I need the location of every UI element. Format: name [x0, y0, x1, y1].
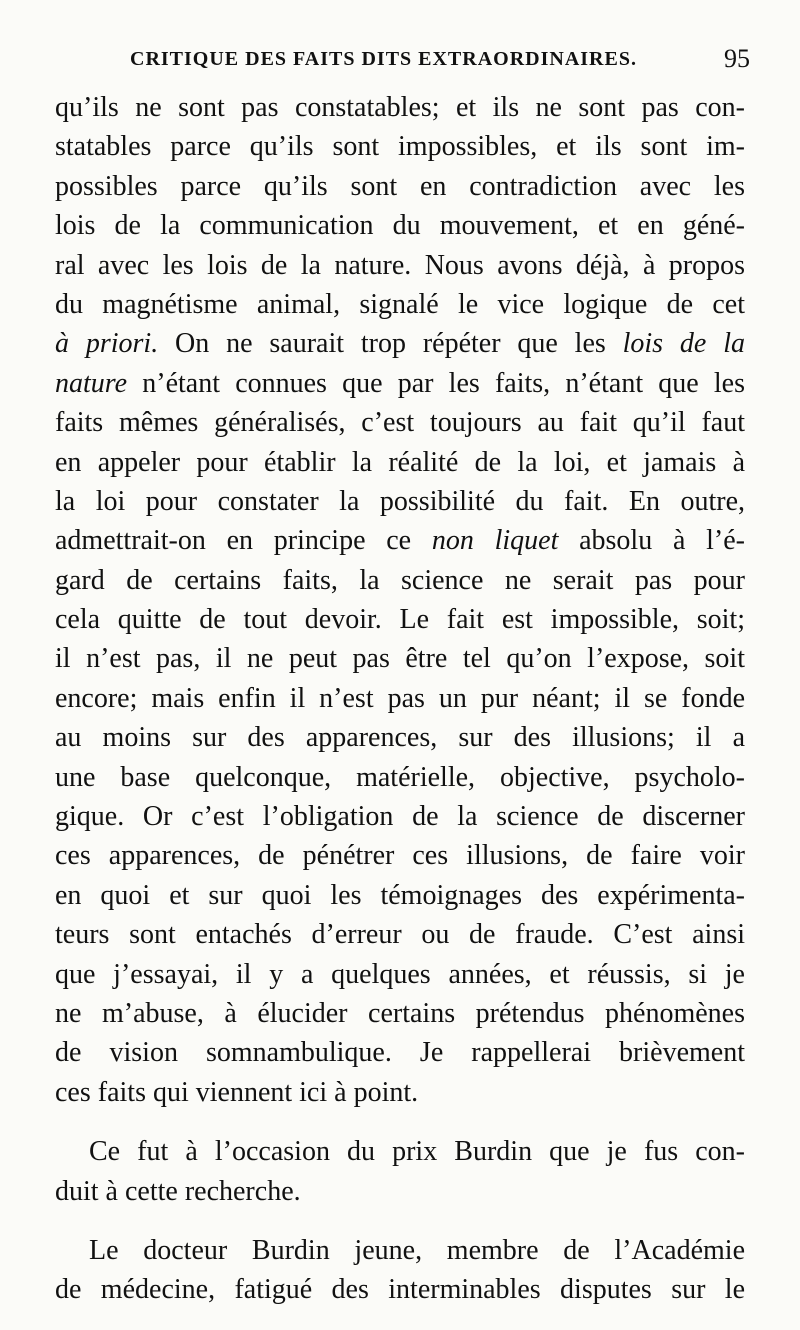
text-line: Le docteur Burdin jeune, membre de l’Académie: [89, 1234, 745, 1266]
text-line: ne m’abuse, à élucider certains prétendus phénomènes: [55, 997, 745, 1029]
text-line: de vision somnambulique. Je rappellerai brièvement: [55, 1037, 745, 1069]
italic-phrase: lois de la: [622, 328, 745, 360]
italic-phrase: nature: [55, 367, 128, 399]
text-line: il n’est pas, il ne peut pas être tel qu’on l’expose, soit: [55, 643, 745, 675]
text-line: ral avec les lois de la nature. Nous avons déjà, à propos: [55, 249, 745, 281]
text-line: la loi pour constater la possibilité du fait. En outre,: [55, 485, 745, 517]
text-line: ces apparences, de pénétrer ces illusions, de faire voir: [55, 840, 745, 872]
text-line: une base quelconque, matérielle, objective, psycholo-: [55, 761, 745, 793]
page-header: [130, 44, 750, 76]
text-line: ces faits qui viennent ici à point.: [55, 1076, 419, 1108]
paragraph-gap: [55, 1112, 745, 1132]
text-line: cela quitte de tout devoir. Le fait est impossible, soit;: [55, 604, 745, 636]
text-line: en quoi et sur quoi les témoignages des expérimenta-: [55, 879, 745, 911]
text-line: qu’ils ne sont pas constatables; et ils ne sont pas con-: [55, 92, 745, 123]
text-line: duit à cette recherche.: [55, 1175, 301, 1207]
running-title: CRITIQUE DES FAITS DITS EXTRAORDINAIRES.: [130, 48, 637, 70]
text-line: lois de la communication du mouvement, et en géné-: [55, 210, 745, 242]
text-line: au moins sur des apparences, sur des illusions; il a: [55, 722, 745, 754]
text-line: du magnétisme animal, signalé le vice logique de cet: [55, 288, 745, 320]
text-line: que j’essayai, il y a quelques années, et réussis, si je: [55, 958, 745, 990]
text-line: admettrait-on en principe ce non liquet absolu à l’é-: [55, 525, 745, 557]
italic-phrase: à priori.: [55, 328, 159, 360]
paragraph-gap: [55, 1211, 745, 1231]
text-line: en appeler pour établir la réalité de la loi, et jamais à: [55, 446, 745, 478]
text-line: gique. Or c’est l’obligation de la science de discerner: [55, 801, 745, 833]
text-line: de médecine, fatigué des interminables disputes sur le: [55, 1274, 745, 1306]
text-line: nature n’étant connues que par les faits, n’étant que les: [55, 367, 745, 399]
italic-phrase: non liquet: [431, 525, 559, 557]
body-text: [55, 88, 745, 1310]
text-line: gard de certains faits, la science ne serait pas pour: [55, 564, 745, 596]
text-line: Ce fut à l’occasion du prix Burdin que je fus con-: [89, 1136, 745, 1168]
page-number: 95: [724, 44, 750, 73]
text-line: possibles parce qu’ils sont en contradiction avec les: [55, 170, 745, 202]
text-line: statables parce qu’ils sont impossibles, et ils sont im-: [55, 131, 745, 163]
text-line: faits mêmes généralisés, c’est toujours au fait qu’il faut: [55, 407, 745, 439]
text-line: à priori. On ne saurait trop répéter que les lois de la: [55, 328, 745, 360]
text-line: encore; mais enfin il n’est pas un pur néant; il se fonde: [55, 682, 745, 714]
text-line: teurs sont entachés d’erreur ou de fraude. C’est ainsi: [55, 919, 745, 951]
